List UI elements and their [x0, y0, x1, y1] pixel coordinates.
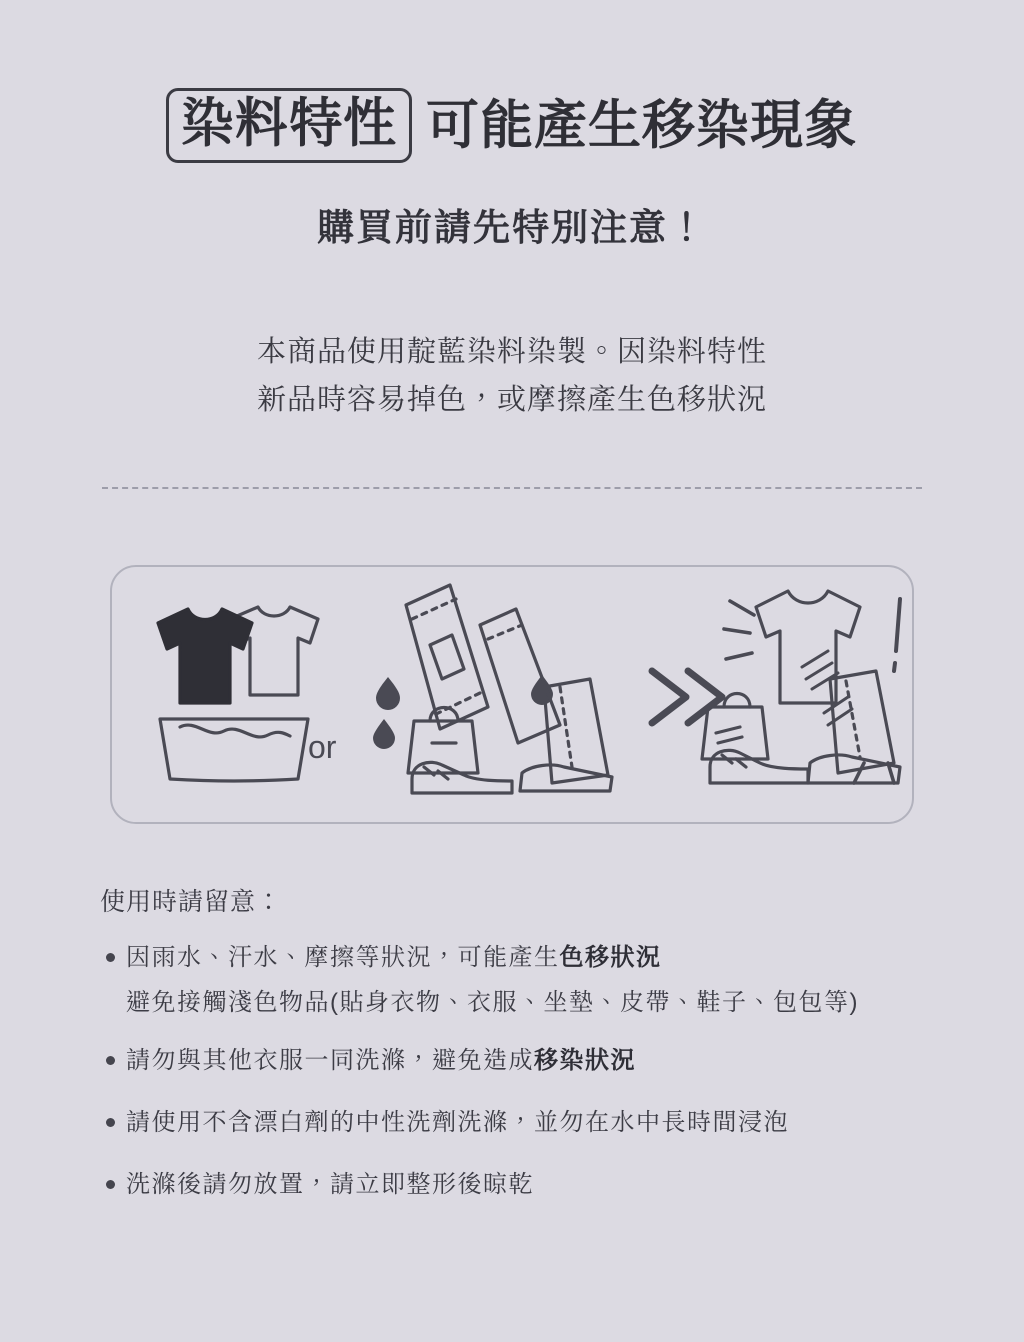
bullet-icon [106, 953, 115, 962]
exclamation-mark-icon [894, 599, 900, 671]
wash-basin-icon [160, 719, 308, 781]
headline-tag-text: 染料特性 [181, 94, 397, 153]
note-text [126, 1167, 534, 1203]
dye-notice-page [0, 88, 1024, 1342]
note-subtext: 避免接觸淺色物品(貼身衣物、衣服、坐墊、皮帶、鞋子、包包等) [126, 988, 859, 1016]
impact-lines-icon [724, 601, 894, 783]
double-chevron-right-icon [652, 671, 722, 723]
intro-line-2: 新品時容易掉色，或摩擦產生色移狀況 [256, 383, 767, 416]
dark-tshirt-icon [158, 609, 252, 703]
sneaker-icon-right [710, 750, 808, 783]
list-item [100, 1043, 1024, 1079]
headline [0, 88, 1024, 163]
intro-paragraph [0, 329, 1024, 425]
stain-marks-icon [802, 651, 852, 725]
list-item [100, 940, 1024, 1017]
note-text-before: 請使用不含漂白劑的中性洗劑洗滌，並勿在水中長時間浸泡 [126, 1108, 789, 1136]
note-text-before: 請勿與其他衣服一同洗滌，避免造成 [126, 1046, 534, 1074]
list-item [100, 1167, 1024, 1203]
bullet-icon [106, 1056, 115, 1065]
bullet-icon [106, 1118, 115, 1127]
usage-notes-title: 使用時請留意： [100, 887, 283, 916]
headline-rest-text: 可能產生移染現象 [426, 96, 858, 155]
note-text-before: 洗滌後請勿放置，請立即整形後晾乾 [126, 1170, 534, 1198]
car-seat-icon-right [808, 671, 900, 783]
stained-tshirt-icon [756, 591, 860, 703]
illustration-graphic [112, 567, 908, 818]
note-text-before: 因雨水、汗水、摩擦等狀況，可能產生 [126, 943, 560, 971]
note-text [126, 1105, 789, 1141]
sneaker-icon [412, 762, 512, 793]
bullet-icon [106, 1180, 115, 1189]
note-text [126, 1043, 636, 1079]
note-text-strong: 移染狀況 [534, 1046, 636, 1074]
list-item [100, 1105, 1024, 1141]
subheadline: 購買前請先特別注意！ [317, 207, 707, 248]
section-divider [102, 487, 922, 489]
usage-notes [100, 882, 1024, 1203]
note-text-strong: 色移狀況 [559, 943, 662, 971]
headline-tag-box [166, 88, 412, 163]
note-text [126, 940, 859, 976]
intro-line-1: 本商品使用靛藍染料染製。因染料特性 [256, 336, 767, 368]
or-label: or [308, 728, 337, 765]
illustration-panel [110, 565, 914, 824]
